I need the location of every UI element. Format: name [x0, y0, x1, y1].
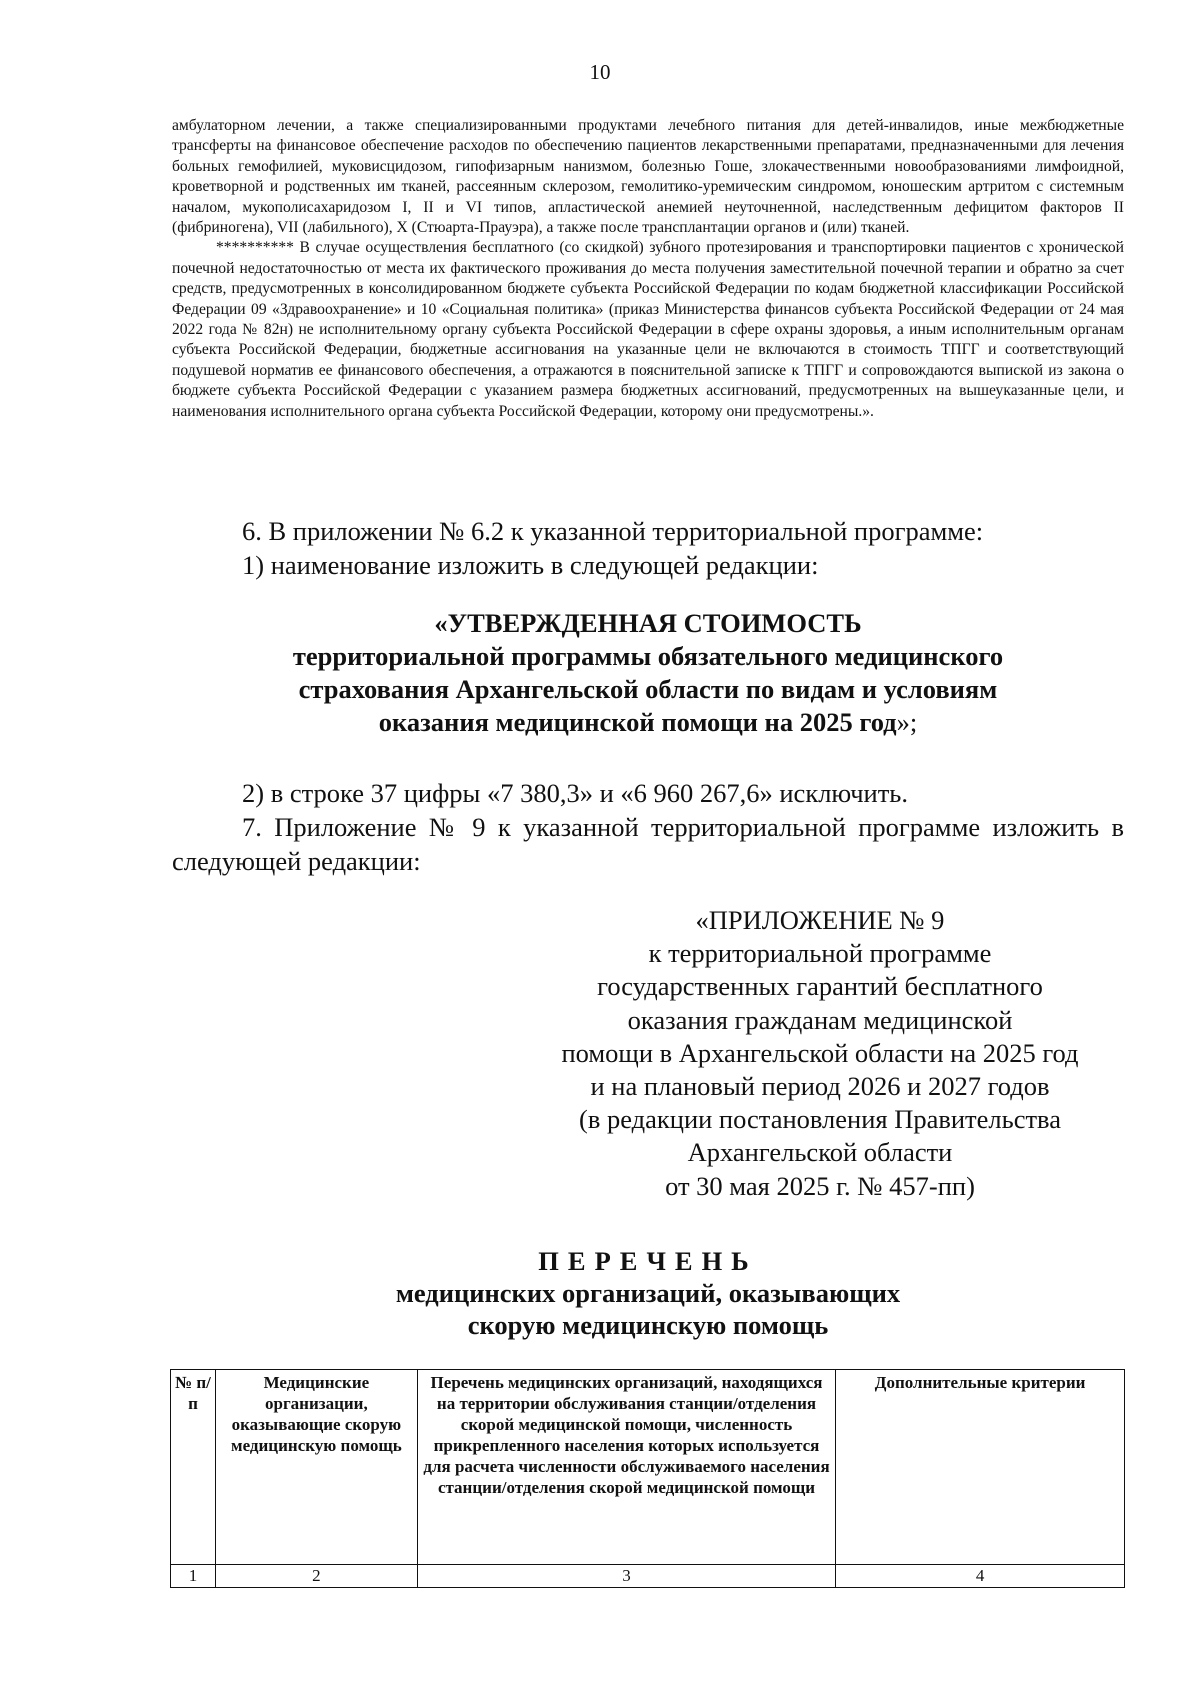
amendment-items-bottom [172, 776, 1124, 878]
footnote-paragraph [172, 238, 1124, 422]
table-header-cell: № п/п [171, 1370, 216, 1565]
table-cell: 2 [215, 1565, 417, 1588]
footnote-block [172, 116, 1124, 422]
appendix-line: «ПРИЛОЖЕНИЕ № 9 [695, 905, 945, 935]
list-title: ПЕРЕЧЕНЬ [538, 1246, 758, 1276]
table-numbering-row [171, 1565, 1125, 1588]
table-header-cell: Дополнительные критерии [836, 1370, 1125, 1565]
list-subtitle-line: скорую медицинскую помощь [467, 1310, 829, 1340]
list-subtitle-line: медицинских организаций, оказывающих [395, 1278, 901, 1308]
amendment-item-6-1: 1) наименование изложить в следующей редакции: [242, 550, 819, 580]
appendix-line: (в редакции постановления Правительства [579, 1104, 1061, 1135]
title-line: «УТВЕРЖДЕННАЯ СТОИМОСТЬ [434, 608, 862, 638]
title-suffix: »; [896, 707, 918, 737]
title-line: оказания медицинской помощи на 2025 год [378, 707, 897, 737]
amendment-item-7: 7. Приложение № 9 к указанной территориальной программе изложить в следующей редакции: [172, 812, 1124, 876]
appendix-line: помощи в Архангельской области на 2025 год [561, 1037, 1079, 1068]
table-header-cell: Медицинские организации, оказывающие скорую медицинскую помощь [215, 1370, 417, 1565]
title-line: страхования Архангельской области по видам и условиям [298, 674, 998, 704]
appendix-line: Архангельской области [687, 1137, 953, 1168]
page-number: 10 [589, 60, 611, 84]
footnote-continuation: амбулаторном лечении, а также специализированными продуктами лечебного питания для детей-инвалидов, иные межбюджетные трансферты на финансовое обеспечение расходов по обеспечению пациентов лекарственными препаратами, предназначенными для лечения больных гемофилией, муковисцидозом, гипофизарным нанизмом, болезнью Гоше, злокачественными новообразованиями лимфоидной, кроветворной и родственных им тканей, рассеянным склерозом, гемолитико-уремическим синдромом, юношеским артритом с системным началом, мукополисахаридозом I, II и VI типов, апластической анемией неуточненной, наследственным дефицитом факторов II (фибриногена), VII (лабильного), X (Стюарта-Прауэра), а также после трансплантации органов и (или) тканей. [172, 117, 1124, 237]
table-cell: 1 [171, 1565, 216, 1588]
appendix-line: и на плановый период 2026 и 2027 годов [590, 1071, 1050, 1102]
appendix-header [540, 904, 1100, 1203]
table-header-row [171, 1370, 1125, 1565]
amendment-items-top [172, 514, 1124, 582]
appendix-line: от 30 мая 2025 г. № 457-пп) [665, 1170, 975, 1201]
table-header-cell: Перечень медицинских организаций, находящихся на территории обслуживания станции/отделения скорой медицинской помощи, численность прикрепленного населения которых используется для расчета численности обслуживаемого населения станции/отделения скорой медицинской помощи [417, 1370, 835, 1565]
amendment-item-6-2: 2) в строке 37 цифры «7 380,3» и «6 960 267,6» исключить. [242, 778, 909, 808]
appendix-line: государственных гарантий бесплатного [597, 971, 1043, 1002]
list-heading [172, 1245, 1124, 1341]
table-cell: 4 [836, 1565, 1125, 1588]
organizations-table [170, 1369, 1125, 1588]
approved-cost-title [172, 607, 1124, 739]
title-line: территориальной программы обязательного медицинского [292, 641, 1004, 671]
appendix-line: оказания гражданам медицинской [627, 1004, 1013, 1035]
table-cell: 3 [417, 1565, 835, 1588]
amendment-item-6: 6. В приложении № 6.2 к указанной территориальной программе: [242, 516, 984, 546]
title-line-last [172, 706, 1124, 739]
footnote-marker: ********** [216, 239, 294, 257]
appendix-line: к территориальной программе [648, 938, 992, 969]
footnote-text: В случае осуществления бесплатного (со скидкой) зубного протезирования и транспортировки пациентов с хронической почечной недостаточностью от места их фактического проживания до места получения заместительной почечной терапии и обратно за счет средств, предусмотренных в консолидированном бюджете субъекта Российской Федерации по кодам бюджетной классификации Российской Федерации 09 «Здравоохранение» и 10 «Социальная политика» (приказ Министерства финансов субъекта Российской Федерации от 24 мая 2022 года № 82н) не исполнительному органу субъекта Российской Федерации в сфере охраны здоровья, а иным исполнительным органам субъекта Российской Федерации, бюджетные ассигнования на указанные цели не включаются в стоимость ТПГГ и соответствующий подушевой норматив ее финансового обеспечения, а отражаются в пояснительной записке к ТПГГ и сопровождаются выпиской из закона о бюджете субъекта Российской Федерации с указанием размера бюджетных ассигнований, предусмотренных на вышеуказанные цели, и наименования исполнительного органа субъекта Российской Федерации, которому они предусмотрены.». [172, 239, 1124, 420]
